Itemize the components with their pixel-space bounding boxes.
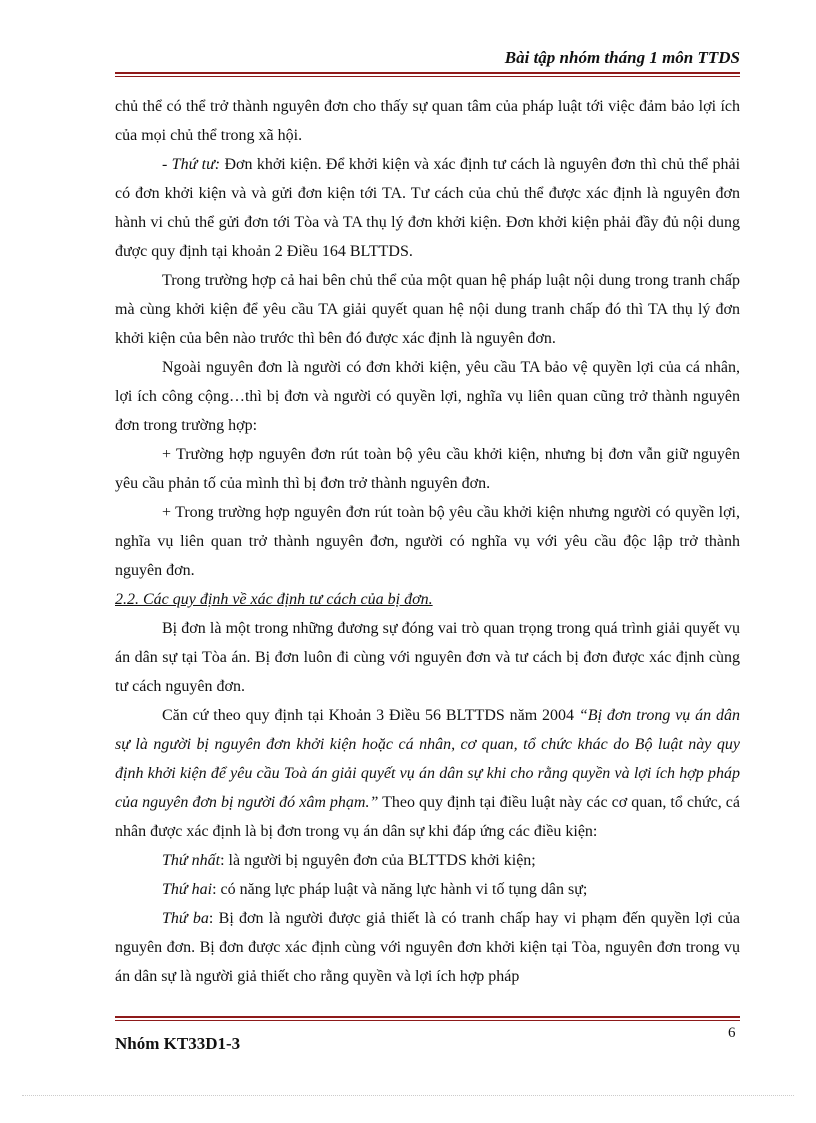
dash: - xyxy=(162,156,172,173)
paragraph-5: + Trường hợp nguyên đơn rút toàn bộ yêu cầu khởi kiện, nhưng bị đơn vẫn giữ nguyên yêu cầu phản tố của mình thì bị đơn trở thành nguyên đơn. xyxy=(115,446,740,492)
header-rule-thin xyxy=(115,76,740,77)
paragraph-8-post: Theo quy định tại điều luật này các cơ quan, tổ chức, cá nhân được xác định là bị đơn trong vụ án dân sự khi đáp ứng các điều kiện: xyxy=(115,794,741,840)
paragraph-2 xyxy=(115,150,740,266)
paragraph-9-text: : là người bị nguyên đơn của BLTTDS khởi kiện; xyxy=(220,852,536,869)
paragraph-10 xyxy=(115,875,740,904)
header-rule xyxy=(115,72,740,74)
paragraph-7: Bị đơn là một trong những đương sự đóng vai trò quan trọng trong quá trình giải quyết vụ án dân sự tại Tòa án. Bị đơn luôn đi cùng với nguyên đơn và tư cách bị đơn được xác định cùng tư cách nguyên đơn. xyxy=(115,620,740,695)
paragraph-4: Ngoài nguyên đơn là người có đơn khởi kiện, yêu cầu TA bảo vệ quyền lợi của cá nhân, lợi ích công cộng…thì bị đơn và người có quyền lợi, nghĩa vụ liên quan cũng trở thành nguyên đơn trong trường hợp: xyxy=(115,359,740,434)
paragraph-2-text: Đơn khởi kiện. Để khởi kiện và xác định tư cách là nguyên đơn thì chủ thể phải có đơn khởi kiện và và gửi đơn kiện tới TA. Tư cách của chủ thể được xác định là nguyên đơn hành vi chủ thể gửi đơn tới Tòa và TA thụ lý đơn khởi kiện. Đơn khởi kiện phải đầy đủ nội dung được quy định tại khoản 2 Điều 164 BLTTDS. xyxy=(115,156,741,260)
paragraph-9 xyxy=(115,846,740,875)
legal-quote: “Bị đơn trong vụ án dân sự là người bị nguyên đơn khởi kiện hoặc cá nhân, cơ quan, tổ chức khác do Bộ luật này quy định khởi kiện để yêu cầu Toà án giải quyết vụ án dân sự khi cho rằng quyền và lợi ích hợp pháp của nguyên đơn bị người đó xâm phạm.” xyxy=(115,707,741,811)
paragraph-6: + Trong trường hợp nguyên đơn rút toàn bộ yêu cầu khởi kiện nhưng người có quyền lợi, nghĩa vụ liên quan trở thành nguyên đơn, người có nghĩa vụ với yêu cầu độc lập trở thành nguyên đơn. xyxy=(115,504,740,579)
label-thu-tu: Thứ tư: xyxy=(171,156,221,173)
paragraph-8 xyxy=(115,701,740,846)
footer-rule xyxy=(115,1016,740,1018)
page-number: 6 xyxy=(728,1025,736,1041)
paragraph-1: chủ thể có thể trở thành nguyên đơn cho thấy sự quan tâm của pháp luật tới việc đảm bảo lợi ích của mọi chủ thể trong xã hội. xyxy=(115,98,740,144)
paragraph-11-text: : Bị đơn là người được giả thiết là có tranh chấp hay vi phạm đến quyền lợi của nguyên đơn. Bị đơn được xác định cùng với nguyên đơn khởi kiện tại Tòa, nguyên đơn trong vụ án dân sự là người giả thiết cho rằng quyền và lợi ích hợp pháp xyxy=(115,910,741,985)
page-header-title: Bài tập nhóm tháng 1 môn TTDS xyxy=(504,48,740,67)
footer-group-label: Nhóm KT33D1-3 xyxy=(115,1034,241,1053)
page-edge-dotted-line xyxy=(22,1095,794,1096)
label-thu-hai: Thứ hai xyxy=(162,881,213,898)
paragraph-3: Trong trường hợp cả hai bên chủ thể của một quan hệ pháp luật nội dung trong tranh chấp mà cùng khởi kiện để yêu cầu TA giải quyết quan hệ nội dung tranh chấp đó thì TA thụ lý đơn khởi kiện của bên nào trước thì bên đó được xác định là nguyên đơn. xyxy=(115,272,740,347)
paragraph-8-pre: Căn cứ theo quy định tại Khoản 3 Điều 56 BLTTDS năm 2004 xyxy=(162,707,579,724)
label-thu-nhat: Thứ nhất xyxy=(162,852,221,869)
paragraph-10-text: : có năng lực pháp luật và năng lực hành vi tố tụng dân sự; xyxy=(212,881,588,898)
section-heading: 2.2. Các quy định về xác định tư cách của bị đơn. xyxy=(115,591,433,608)
footer-rule-thin xyxy=(115,1020,740,1021)
label-thu-ba: Thứ ba xyxy=(162,910,209,927)
document-body xyxy=(115,92,740,991)
paragraph-11 xyxy=(115,904,740,991)
